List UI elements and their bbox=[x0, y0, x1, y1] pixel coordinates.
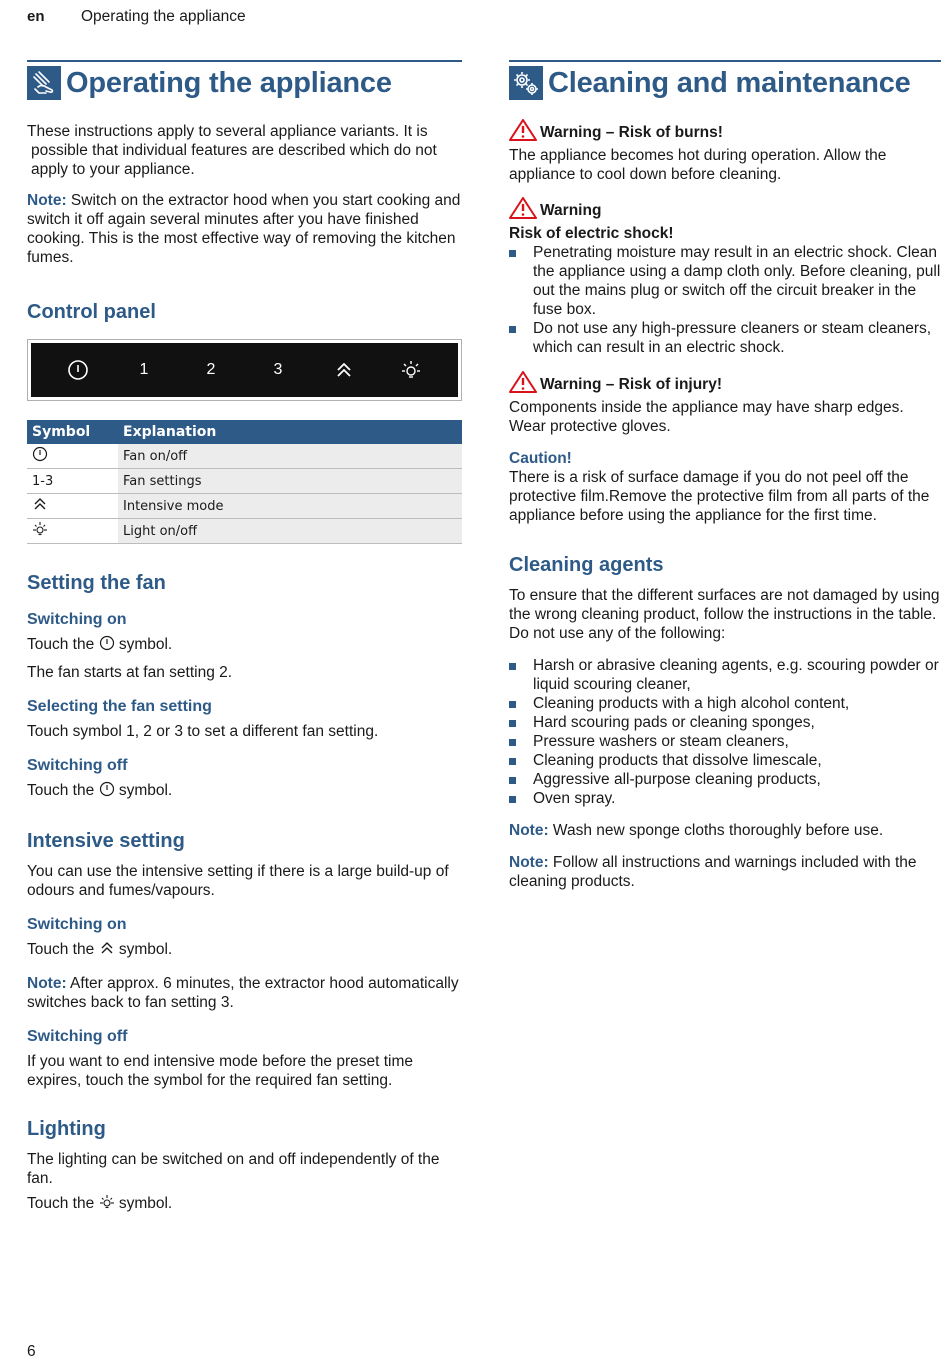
hand-operating-icon bbox=[27, 66, 61, 100]
chapter-cleaning bbox=[509, 60, 941, 102]
note-label: Note: bbox=[509, 822, 549, 839]
table-row bbox=[27, 469, 462, 494]
light-bulb-icon bbox=[32, 521, 48, 541]
text-fragment: Touch the bbox=[27, 782, 99, 799]
power-icon bbox=[99, 635, 115, 656]
warning-triangle-icon bbox=[509, 197, 537, 224]
note-label: Note: bbox=[509, 854, 549, 871]
selecting-fan-heading: Selecting the fan setting bbox=[27, 698, 212, 715]
intensive-heading: Intensive setting bbox=[27, 830, 185, 852]
caution-label: Caution! bbox=[509, 450, 572, 467]
list-item: Harsh or abrasive cleaning agents, e.g. scouring powder or liquid scouring cleaner, bbox=[509, 656, 941, 694]
intro-paragraph: These instructions apply to several appliance variants. It is possible that individual features are described which do not apply to your appliance. bbox=[27, 123, 437, 178]
note-paragraph bbox=[27, 191, 462, 267]
language-code: en bbox=[27, 8, 45, 25]
control-panel-surface bbox=[31, 343, 458, 397]
table-row bbox=[27, 519, 462, 544]
power-icon bbox=[65, 357, 91, 383]
control-panel-image bbox=[27, 339, 462, 401]
table-cell-symbol: 1-3 bbox=[27, 469, 118, 494]
left-column bbox=[27, 60, 462, 1215]
intensive-chevrons-icon bbox=[99, 940, 115, 961]
warning-burns bbox=[509, 119, 941, 146]
fan-setting-1: 1 bbox=[139, 361, 149, 378]
warning-triangle-icon bbox=[509, 371, 537, 398]
intensive-switching-off-text: If you want to end intensive mode before the preset time expires, touch the symbol for the required fan setting. bbox=[27, 1053, 414, 1089]
note-label: Note: bbox=[27, 975, 67, 992]
text-fragment: symbol. bbox=[114, 1195, 173, 1212]
text-fragment: Touch the bbox=[27, 1195, 99, 1212]
warning-electric-subtitle: Risk of electric shock! bbox=[509, 225, 674, 242]
lighting-touch-text bbox=[27, 1194, 462, 1215]
text-fragment: Touch the bbox=[27, 636, 99, 653]
table-cell-explanation: Fan on/off bbox=[118, 444, 462, 469]
intensive-text: You can use the intensive setting if there is a large build-up of odours and fumes/vapours. bbox=[27, 863, 449, 899]
cleaning-agents-list bbox=[509, 656, 941, 808]
table-cell-symbol bbox=[27, 519, 118, 544]
warning-triangle-icon bbox=[509, 119, 537, 146]
light-bulb-icon bbox=[398, 357, 424, 383]
note-sponge bbox=[509, 821, 941, 840]
table-row bbox=[27, 494, 462, 519]
switching-off-text bbox=[27, 781, 462, 802]
switching-off-heading: Switching off bbox=[27, 757, 128, 774]
text-fragment: symbol. bbox=[114, 636, 173, 653]
setting-fan-heading: Setting the fan bbox=[27, 572, 166, 594]
list-item: Pressure washers or steam cleaners, bbox=[509, 732, 941, 751]
cleaning-agents-text: To ensure that the different surfaces are not damaged by using the wrong cleaning product, follow the instructions in the table. Do not use any of the following: bbox=[509, 587, 940, 642]
list-item: Aggressive all-purpose cleaning products, bbox=[509, 770, 941, 789]
lighting-heading: Lighting bbox=[27, 1118, 106, 1140]
text-fragment: symbol. bbox=[114, 782, 173, 799]
column-header-symbol: Symbol bbox=[27, 420, 118, 444]
caution-text: There is a risk of surface damage if you do not peel off the protective film.Remove the protective film from all parts of the appliance before using the appliance for the first time. bbox=[509, 469, 930, 524]
table-cell-symbol bbox=[27, 444, 118, 469]
warning-injury-text: Components inside the appliance may have sharp edges. Wear protective gloves. bbox=[509, 399, 904, 435]
list-item: Oven spray. bbox=[509, 789, 941, 808]
fan-setting-2: 2 bbox=[206, 361, 216, 378]
table-cell-symbol bbox=[27, 494, 118, 519]
cleaning-agents-heading: Cleaning agents bbox=[509, 554, 664, 576]
note-text: Switch on the extractor hood when you start cooking and switch it off again several minutes after you have finished cooking. This is the most effective way of removing the kitchen fumes. bbox=[27, 192, 461, 266]
column-header-explanation: Explanation bbox=[118, 420, 462, 444]
header-title: Operating the appliance bbox=[81, 8, 246, 25]
warning-burns-text: The appliance becomes hot during operation. Allow the appliance to cool down before cleaning. bbox=[509, 147, 887, 183]
list-item: Do not use any high-pressure cleaners or steam cleaners, which can result in an electric shock. bbox=[509, 319, 941, 357]
list-item: Cleaning products that dissolve limescale, bbox=[509, 751, 941, 770]
table-cell-explanation: Light on/off bbox=[118, 519, 462, 544]
warning-electric-list bbox=[509, 243, 941, 357]
table-cell-explanation: Intensive mode bbox=[118, 494, 462, 519]
table-header-row bbox=[27, 420, 462, 444]
chapter-title: Cleaning and maintenance bbox=[548, 66, 911, 99]
text-fragment: Touch the bbox=[27, 941, 99, 958]
chapter-title: Operating the appliance bbox=[66, 66, 392, 99]
switching-on-heading: Switching on bbox=[27, 611, 127, 628]
fan-setting-3: 3 bbox=[273, 361, 283, 378]
selecting-fan-text: Touch symbol 1, 2 or 3 to set a different fan setting. bbox=[27, 723, 379, 740]
intensive-switching-on-text bbox=[27, 940, 462, 961]
warning-title: Warning – Risk of injury! bbox=[540, 376, 722, 393]
table-cell-explanation: Fan settings bbox=[118, 469, 462, 494]
power-icon bbox=[32, 446, 48, 466]
warning-title: Warning bbox=[540, 202, 602, 219]
note-label: Note: bbox=[27, 192, 67, 209]
lighting-text: The lighting can be switched on and off independently of the fan. bbox=[27, 1151, 440, 1187]
list-item: Cleaning products with a high alcohol content, bbox=[509, 694, 941, 713]
switching-on-result: The fan starts at fan setting 2. bbox=[27, 664, 233, 681]
note-text: Wash new sponge cloths thoroughly before use. bbox=[548, 822, 884, 839]
list-item: Penetrating moisture may result in an electric shock. Clean the appliance using a damp cloth only. Before cleaning, pull out the mains plug or switch off the circuit breaker in the fuse box. bbox=[509, 243, 941, 319]
warning-injury bbox=[509, 371, 941, 398]
symbol-table bbox=[27, 420, 462, 544]
intensive-chevrons-icon bbox=[331, 357, 357, 383]
text-fragment: symbol. bbox=[114, 941, 173, 958]
note-text: Follow all instructions and warnings included with the cleaning products. bbox=[509, 854, 917, 890]
intensive-switching-off-heading: Switching off bbox=[27, 1028, 128, 1045]
gears-icon bbox=[509, 66, 543, 100]
page-number: 6 bbox=[27, 1343, 36, 1360]
power-icon bbox=[99, 781, 115, 802]
warning-electric bbox=[509, 197, 941, 224]
light-bulb-icon bbox=[99, 1194, 115, 1215]
page-header bbox=[0, 0, 950, 34]
chapter-operating bbox=[27, 60, 462, 102]
control-panel-heading: Control panel bbox=[27, 301, 156, 323]
note-instructions bbox=[509, 853, 941, 891]
intensive-note bbox=[27, 974, 462, 1012]
list-item: Hard scouring pads or cleaning sponges, bbox=[509, 713, 941, 732]
intensive-chevrons-icon bbox=[32, 496, 48, 516]
intensive-switching-on-heading: Switching on bbox=[27, 916, 127, 933]
warning-title: Warning – Risk of burns! bbox=[540, 124, 723, 141]
note-text: After approx. 6 minutes, the extractor hood automatically switches back to fan setting 3. bbox=[27, 975, 459, 1011]
right-column bbox=[509, 60, 941, 891]
switching-on-text bbox=[27, 635, 462, 656]
table-row bbox=[27, 444, 462, 469]
